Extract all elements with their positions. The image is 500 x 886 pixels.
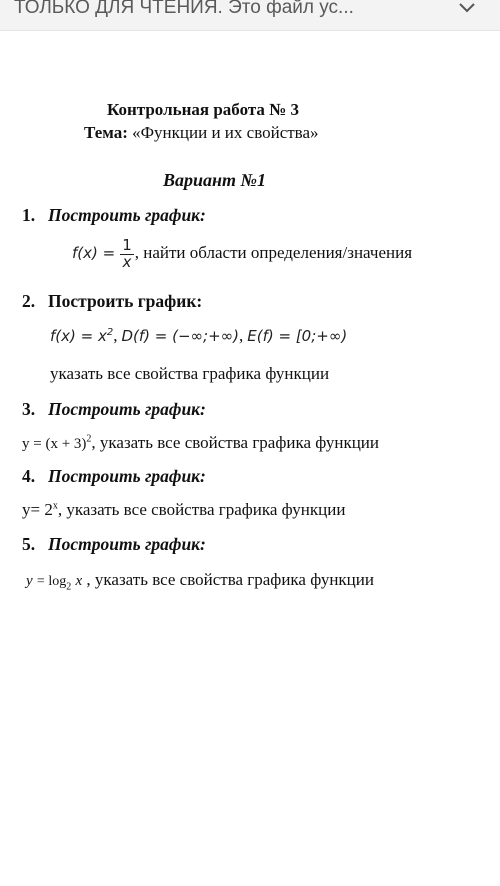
task-1-fraction-numerator: 1	[122, 236, 132, 254]
task-3-body	[22, 433, 379, 453]
task-1-heading	[22, 205, 206, 226]
task-4-formula-exp: x	[52, 500, 58, 512]
task-4-heading	[22, 466, 206, 487]
chevron-down-icon[interactable]	[455, 0, 479, 20]
task-2-formula-function-base: f(x) = x	[50, 327, 107, 345]
task-2-sep-1: ,	[113, 326, 118, 345]
task-5-formula-base: 2	[66, 581, 72, 593]
task-1-number: 1.	[22, 205, 36, 225]
task-4-formula: y= 2	[22, 500, 53, 519]
task-1-fraction-denominator: x	[122, 252, 132, 271]
task-2-formula-domain: D(f) = (−∞;+∞)	[121, 327, 239, 345]
task-5-formula-log: = log	[36, 574, 67, 589]
task-3-heading	[22, 399, 206, 420]
document-topic	[84, 123, 319, 143]
task-3-text: , указать все свойства графика функции	[91, 433, 379, 452]
task-2-formula-function-exp: 2	[106, 327, 114, 338]
topic-label: Тема:	[84, 123, 128, 142]
task-1-body	[72, 238, 412, 271]
task-5-body	[26, 570, 374, 592]
task-3-number: 3.	[22, 399, 36, 419]
topic-value: «Функции и их свойства»	[132, 123, 319, 142]
task-2-formulas	[50, 326, 347, 346]
task-2-heading-text: Построить график:	[48, 291, 203, 311]
task-3-formula: y = (x + 3)	[22, 436, 87, 452]
task-3-heading-text: Построить график:	[48, 399, 206, 419]
task-1-heading-text: Построить график:	[48, 205, 206, 225]
variant-heading: Вариант №1	[163, 170, 266, 190]
task-2-heading	[22, 291, 202, 312]
task-4-number: 4.	[22, 466, 36, 486]
task-3-formula-exp: 2	[86, 433, 92, 445]
task-5-formula-x: x	[75, 573, 83, 589]
task-2-formula-range: E(f) = [0;+∞)	[247, 327, 348, 345]
task-5-formula-y: y	[26, 573, 33, 589]
task-2-sep-2: ,	[239, 326, 244, 345]
document-title: Контрольная работа № 3	[107, 100, 299, 119]
task-1-fraction	[120, 238, 134, 271]
task-5-text: , указать все свойства графика функции	[86, 570, 374, 589]
task-1-formula-lhs: f(x) =	[72, 243, 116, 262]
task-2-formula-function	[50, 327, 113, 345]
task-2-number: 2.	[22, 291, 36, 311]
task-4-body	[22, 500, 345, 520]
task-5-number: 5.	[22, 534, 36, 554]
task-2-text: указать все свойства графика функции	[50, 364, 330, 383]
task-5-heading	[22, 534, 206, 555]
task-1-text: , найти области определения/значения	[134, 242, 413, 262]
top-bar	[0, 0, 500, 31]
task-5-heading-text: Построить график:	[48, 534, 206, 554]
task-4-text: , указать все свойства графика функции	[57, 500, 346, 519]
task-4-heading-text: Построить график:	[48, 466, 206, 486]
read-only-banner-title: ТОЛЬКО ДЛЯ ЧТЕНИЯ. Это файл ус...	[14, 0, 354, 18]
